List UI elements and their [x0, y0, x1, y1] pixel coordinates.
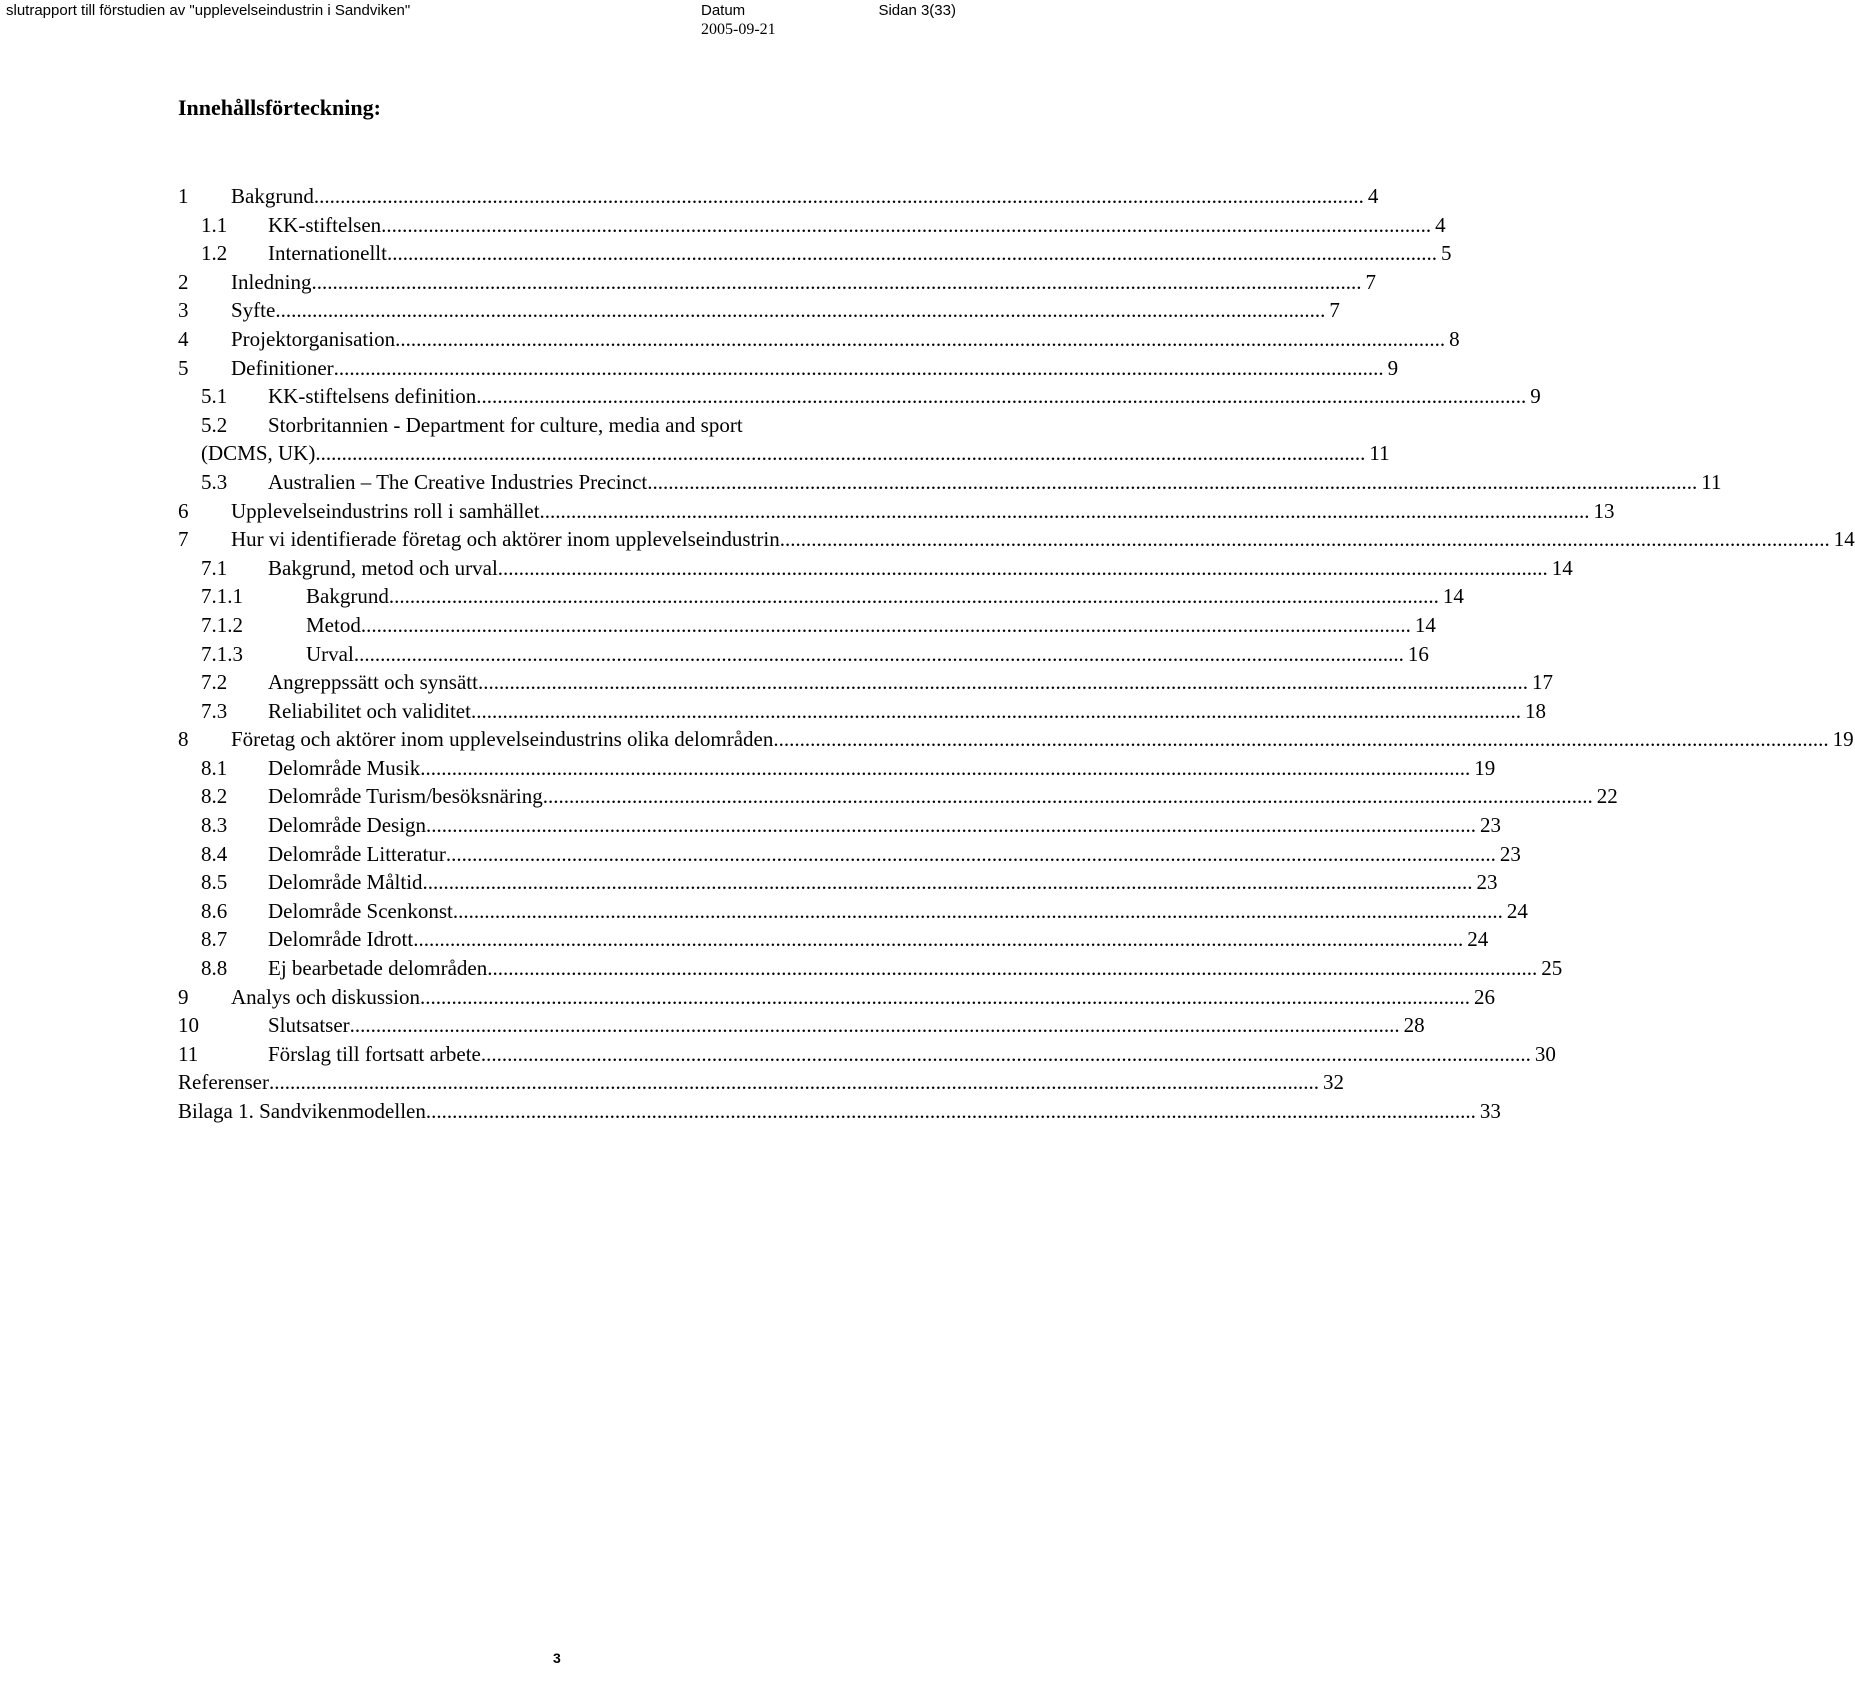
- toc-entry-number: 7.2: [201, 670, 228, 695]
- toc-entry[interactable]: [178, 868, 1498, 897]
- toc-entry-number: 8.1: [201, 755, 228, 780]
- toc-entry-title: Bilaga 1. Sandvikenmodellen: [178, 1099, 426, 1123]
- toc-entry[interactable]: [178, 211, 1446, 240]
- toc-entry-page: 7: [1365, 269, 1376, 294]
- toc-entry-page: 18: [1524, 698, 1546, 723]
- toc-entry-title: Delområde Design: [268, 813, 427, 838]
- toc-entry-title: Referenser: [178, 1070, 269, 1095]
- toc-entry[interactable]: [178, 468, 1722, 497]
- toc-leader-dots: ........................................................................................................................................................................................................: [476, 384, 1527, 409]
- toc-leader-dots: ........................................................................................................................................................................................................: [779, 527, 1830, 552]
- toc-entry-number: 1: [178, 184, 189, 208]
- toc-leader-dots: ........................................................................................................................................................................................................: [360, 612, 1411, 637]
- toc-entry-title: Projektorganisation: [231, 326, 396, 351]
- toc-entry-number: 7.1.2: [201, 612, 243, 637]
- toc-entry-title: Definitioner: [231, 355, 334, 380]
- toc-entry[interactable]: [178, 182, 1379, 211]
- toc-entry[interactable]: [178, 754, 1496, 783]
- toc-leader-dots: ........................................................................................................................................................................................................: [333, 355, 1384, 380]
- toc-entry-page: 23: [1476, 870, 1498, 895]
- toc-entry-title: Analys och diskussion: [231, 984, 420, 1009]
- toc-entry[interactable]: [178, 697, 1546, 726]
- toc-entry-page: 4: [1367, 184, 1379, 208]
- toc-leader-dots: ........................................................................................................................................................................................................: [395, 326, 1446, 351]
- toc-entry-number: 5.2: [201, 412, 228, 437]
- toc-entry-title: Bakgrund: [231, 184, 314, 208]
- toc-entry[interactable]: [178, 954, 1563, 983]
- table-of-contents: [178, 182, 1855, 1126]
- toc-entry-page: 14: [1442, 584, 1464, 609]
- toc-entry[interactable]: [178, 554, 1573, 583]
- toc-heading: Innehållsförteckning:: [178, 95, 381, 120]
- toc-leader-dots: ........................................................................................................................................................................................................: [420, 984, 1470, 1009]
- toc-entry[interactable]: [178, 325, 1460, 354]
- toc-entry-page: 16: [1407, 641, 1429, 666]
- toc-entry-title: KK-stiftelsens definition: [268, 384, 477, 409]
- toc-entry[interactable]: [178, 668, 1553, 697]
- toc-leader-dots: ........................................................................................................................................................................................................: [381, 212, 1432, 237]
- toc-entry-page: 28: [1403, 1013, 1425, 1038]
- toc-leader-dots: ........................................................................................................................................................................................................: [386, 241, 1437, 266]
- toc-leader-dots: ........................................................................................................................................................................................................: [388, 584, 1439, 609]
- toc-entry-number: 1.2: [201, 241, 228, 266]
- toc-entry-page: 11: [1701, 469, 1722, 494]
- toc-entry[interactable]: [178, 725, 1854, 754]
- toc-entry-page: 14: [1414, 612, 1436, 637]
- toc-entry[interactable]: [178, 811, 1502, 840]
- toc-entry-title: Inledning: [231, 269, 312, 294]
- toc-leader-dots: ........................................................................................................................................................................................................: [425, 1099, 1476, 1123]
- toc-entry-title: Australien – The Creative Industries Precinct: [268, 469, 648, 494]
- toc-entry-number: 7: [178, 527, 189, 552]
- toc-entry-page: 11: [1369, 441, 1390, 466]
- toc-entry-title: Urval: [306, 641, 354, 666]
- toc-entry-title: Delområde Turism/besöksnäring: [268, 784, 543, 809]
- toc-entry-number: 8.4: [201, 841, 228, 866]
- toc-entry-number: 5: [178, 355, 189, 380]
- toc-entry-title: Syfte: [231, 298, 276, 323]
- toc-leader-dots: ........................................................................................................................................................................................................: [422, 870, 1473, 895]
- toc-leader-dots: ........................................................................................................................................................................................................: [445, 841, 1496, 866]
- toc-entry[interactable]: [178, 1040, 1556, 1069]
- toc-entry-page: 14: [1551, 555, 1573, 580]
- toc-entry-number: 8.6: [201, 898, 228, 923]
- toc-entry[interactable]: [178, 296, 1340, 325]
- toc-leader-dots: ........................................................................................................................................................................................................: [420, 755, 1471, 780]
- toc-entry-page: 9: [1387, 355, 1399, 380]
- toc-leader-dots: ........................................................................................................................................................................................................: [313, 184, 1364, 208]
- toc-entry-number: 6: [178, 498, 189, 523]
- toc-entry-number: 8.5: [201, 870, 228, 895]
- toc-entry[interactable]: [178, 411, 944, 440]
- toc-entry-page: 17: [1531, 670, 1553, 695]
- toc-entry-number: 5.3: [201, 469, 228, 494]
- toc-entry-title: Delområde Scenkonst: [268, 898, 453, 923]
- toc-entry[interactable]: [178, 983, 1495, 1012]
- page-indicator: Sidan 3(33): [878, 2, 956, 19]
- toc-entry-number: 8: [178, 727, 189, 752]
- toc-entry-title: Angreppssätt och synsätt: [268, 670, 478, 695]
- toc-entry-page: 19: [1474, 755, 1496, 780]
- toc-entry-page: 9: [1530, 384, 1541, 409]
- toc-entry-page: 23: [1480, 813, 1502, 838]
- toc-entry[interactable]: [178, 239, 1452, 268]
- toc-entry-page: 5: [1440, 241, 1452, 266]
- toc-entry-number: 7.1: [201, 555, 228, 580]
- toc-entry-page: 30: [1534, 1041, 1556, 1066]
- toc-entry[interactable]: [178, 611, 1436, 640]
- toc-entry-page: 23: [1499, 841, 1521, 866]
- toc-entry-title: Delområde Musik: [268, 755, 421, 780]
- toc-entry-number: 8.3: [201, 813, 228, 838]
- toc-entry-number: 8.7: [201, 927, 228, 952]
- toc-leader-dots: ........................................................................................................................................................................................................: [413, 927, 1464, 952]
- document-title: slutrapport till förstudien av "upplevelseindustrin i Sandviken": [6, 2, 411, 19]
- toc-entry-number: 3: [178, 298, 189, 323]
- toc-entry-page: 14: [1833, 527, 1855, 552]
- toc-entry-number: 5.1: [201, 384, 228, 409]
- toc-entry-page: 32: [1322, 1070, 1344, 1095]
- toc-leader-dots: ........................................................................................................................................................................................................: [349, 1013, 1400, 1038]
- toc-leader-dots: ........................................................................................................................................................................................................: [647, 469, 1698, 494]
- toc-entry-number: 7.1.3: [201, 641, 243, 666]
- toc-entry-title: Bakgrund: [306, 584, 389, 609]
- toc-leader-dots: ........................................................................................................................................................................................................: [426, 813, 1477, 838]
- toc-entry-page: 24: [1467, 927, 1489, 952]
- toc-entry-title: Slutsatser: [268, 1013, 350, 1038]
- date-label: Datum: [701, 2, 746, 19]
- toc-entry[interactable]: [178, 840, 1521, 869]
- toc-entry-title: Upplevelseindustrins roll i samhället: [231, 498, 540, 523]
- toc-entry-number: 2: [178, 269, 189, 294]
- toc-leader-dots: ........................................................................................................................................................................................................: [487, 956, 1538, 981]
- toc-entry[interactable]: [178, 439, 1390, 468]
- toc-entry-title: Delområde Litteratur: [268, 841, 446, 866]
- toc-leader-dots: ........................................................................................................................................................................................................: [353, 641, 1404, 666]
- toc-entry-title: Reliabilitet och validitet: [268, 698, 471, 723]
- toc-leader-dots: ........................................................................................................................................................................................................: [268, 1070, 1319, 1095]
- toc-entry-title: Förslag till fortsatt arbete: [268, 1041, 481, 1066]
- toc-entry-number: 7.1.1: [201, 584, 243, 609]
- toc-entry-title: (DCMS, UK): [201, 441, 316, 466]
- toc-entry-page: 7: [1329, 298, 1340, 323]
- toc-entry[interactable]: [178, 382, 1541, 411]
- toc-entry-number: 1.1: [201, 212, 228, 237]
- toc-leader-dots: ........................................................................................................................................................................................................: [315, 441, 1366, 466]
- toc-entry-number: 7.3: [201, 698, 228, 723]
- toc-leader-dots: ........................................................................................................................................................................................................: [452, 898, 1503, 923]
- toc-entry-page: 4: [1435, 212, 1446, 237]
- toc-leader-dots: ........................................................................................................................................................................................................: [275, 298, 1326, 323]
- toc-entry[interactable]: [178, 1068, 1344, 1097]
- page-header: [0, 0, 960, 48]
- toc-leader-dots: ........................................................................................................................................................................................................: [477, 670, 1528, 695]
- toc-entry-title: Internationellt: [268, 241, 387, 266]
- toc-entry[interactable]: [178, 582, 1464, 611]
- toc-entry[interactable]: [178, 1011, 1425, 1040]
- date-value: 2005-09-21: [701, 21, 776, 38]
- toc-leader-dots: ........................................................................................................................................................................................................: [539, 498, 1590, 523]
- toc-entry-title: Delområde Måltid: [268, 870, 423, 895]
- toc-entry-title: Hur vi identifierade företag och aktörer inom upplevelseindustrin: [231, 527, 780, 552]
- toc-entry[interactable]: [178, 782, 1618, 811]
- toc-entry[interactable]: [178, 525, 1855, 554]
- toc-entry-page: 22: [1596, 784, 1618, 809]
- toc-entry-title: KK-stiftelsen: [268, 212, 382, 237]
- toc-entry-page: 26: [1474, 984, 1495, 1009]
- toc-entry-page: 19: [1832, 727, 1854, 752]
- toc-entry-number: 10: [178, 1013, 199, 1038]
- toc-entry-page: 33: [1479, 1099, 1501, 1123]
- toc-entry[interactable]: [178, 354, 1399, 383]
- toc-entry[interactable]: [178, 1097, 1501, 1126]
- toc-entry-number: 8.2: [201, 784, 228, 809]
- toc-entry-title: Delområde Idrott: [268, 927, 414, 952]
- toc-leader-dots: ........................................................................................................................................................................................................: [470, 698, 1521, 723]
- toc-leader-dots: ........................................................................................................................................................................................................: [497, 555, 1548, 580]
- toc-entry-number: 8.8: [201, 956, 228, 981]
- toc-leader-dots: ........................................................................................................................................................................................................: [778, 727, 1829, 752]
- toc-entry[interactable]: [178, 497, 1615, 526]
- toc-leader-dots: ........................................................................................................................................................................................................: [542, 784, 1593, 809]
- toc-entry[interactable]: [178, 925, 1489, 954]
- toc-entry[interactable]: [178, 897, 1528, 926]
- toc-entry-page: 25: [1541, 956, 1563, 981]
- toc-entry-page: 13: [1593, 498, 1615, 523]
- toc-entry-title: Metod: [306, 612, 361, 637]
- toc-entry-title: Företag och aktörer inom upplevelseindustrins olika delområden.: [231, 727, 779, 752]
- toc-entry-page: 24: [1506, 898, 1528, 923]
- toc-entry-number: 9: [178, 984, 189, 1009]
- toc-leader-dots: ........................................................................................................................................................................................................: [480, 1041, 1531, 1066]
- toc-entry[interactable]: [178, 268, 1376, 297]
- toc-entry[interactable]: [178, 640, 1429, 669]
- toc-entry-number: 4: [178, 326, 189, 351]
- toc-leader-dots: ........................................................................................................................................................................................................: [311, 269, 1362, 294]
- toc-entry-number: 11: [178, 1041, 199, 1066]
- toc-entry-title: Storbritannien - Department for culture, media and sport: [268, 412, 743, 437]
- toc-entry-title: Ej bearbetade delområden: [268, 956, 488, 981]
- toc-entry-page: 8: [1449, 326, 1460, 351]
- toc-entry-title: Bakgrund, metod och urval: [268, 555, 498, 580]
- footer-page-number: 3: [553, 1650, 561, 1666]
